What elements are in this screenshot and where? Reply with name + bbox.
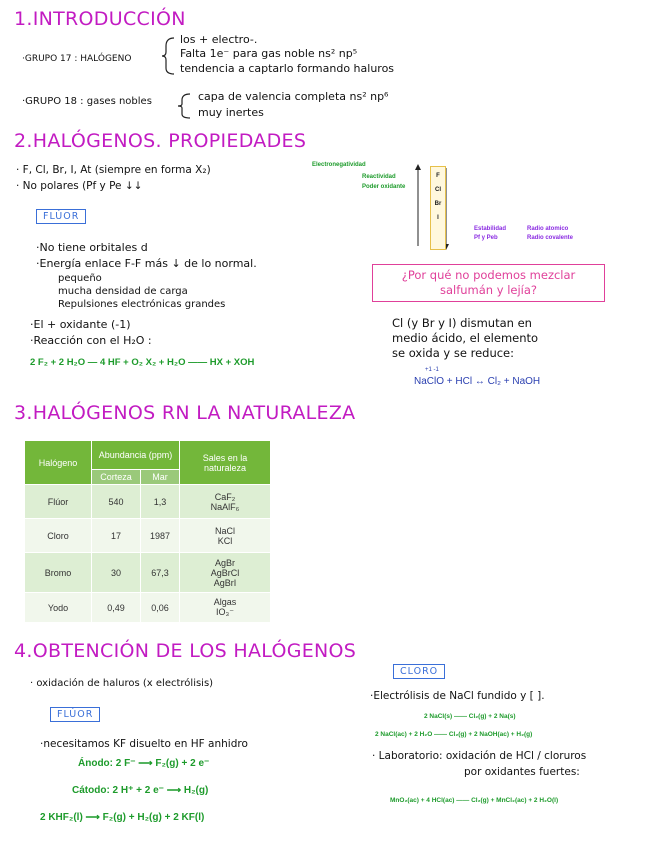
- halogen-trend-diagram: [312, 162, 642, 252]
- group17-label: ·GRUPO 17 : HALÓGENO: [22, 54, 132, 64]
- chlorine-eq-1: 2 NaCl(s) —— Cl₂(g) + 2 Na(s): [424, 713, 516, 720]
- table-row: [25, 553, 271, 593]
- trend-label-oxidizing: Poder oxidante: [362, 184, 406, 190]
- th-abundance: Abundancia (ppm): [92, 441, 180, 470]
- element-column: [430, 166, 446, 250]
- trend-label-electronegativity: Electronegatividad: [312, 162, 366, 168]
- laboratory-line-2: por oxidantes fuertes:: [464, 766, 580, 778]
- chlorine-eq-2: 2 NaCl(ac) + 2 H₂O —— Cl₂(g) + 2 NaOH(ac) + H₂(g): [375, 731, 533, 738]
- trend-label-atomic-radius: Radio atomico: [527, 226, 569, 232]
- group18-label: ·GRUPO 18 : gases nobles: [22, 96, 152, 107]
- group18-item-2: muy inertes: [198, 106, 264, 119]
- cell-name: Cloro: [25, 519, 92, 553]
- trend-label-covalent-radius: Radio covalente: [527, 235, 574, 241]
- table-row: [25, 593, 271, 623]
- group17-item-2: Falta 1e⁻ para gas noble ns² np⁵: [180, 47, 358, 60]
- cloro-tag: CLORO: [393, 664, 445, 679]
- cell-mar: 67,3: [141, 553, 180, 593]
- fluor-tag: FLÚOR: [36, 209, 86, 224]
- section-4-title: 4.OBTENCIÓN DE LOS HALÓGENOS: [14, 640, 357, 662]
- salt: AgBrI: [213, 577, 237, 588]
- th-salts: Sales en la naturaleza: [180, 441, 271, 485]
- fluor-sub-1: pequeño: [58, 273, 102, 284]
- cathode-equation: Cátodo: 2 H⁺ + 2 e⁻ ⟶ H₂(g): [72, 785, 209, 796]
- props-line-2: · No polares (Pf y Pe ↓↓: [16, 180, 143, 192]
- cell-corteza: 540: [92, 485, 141, 519]
- cell-salts: [180, 519, 271, 553]
- salt: KCl: [217, 535, 233, 546]
- cell-corteza: 17: [92, 519, 141, 553]
- brace-group17: [160, 34, 180, 78]
- brace-group18: [176, 90, 196, 122]
- oxidation-states: +1 -1: [425, 367, 439, 373]
- fluor-tag-2: FLÚOR: [50, 707, 100, 722]
- fluor-point-1: ·No tiene orbitales d: [36, 241, 148, 254]
- table-row: [25, 485, 271, 519]
- element-i: I: [437, 215, 439, 221]
- salt: Algas: [213, 597, 237, 607]
- section-2-title: 2.HALÓGENOS. PROPIEDADES: [14, 130, 307, 152]
- chlorine-eq-3: MnO₂(ac) + 4 HCl(ac) —— Cl₂(g) + MnCl₂(ac) + 2 H₂O(l): [390, 797, 559, 804]
- group17-item-1: los + electro-.: [180, 33, 258, 46]
- hypochlorite-equation: NaClO + HCl ↔ Cl₂ + NaOH: [414, 376, 541, 387]
- fluor-need: ·necesitamos KF disuelto en HF anhidro: [40, 738, 248, 750]
- group17-item-3: tendencia a captarlo formando haluros: [180, 62, 395, 75]
- fluor-point-3: ·El + oxidante (-1): [30, 318, 131, 331]
- trend-label-stability: Estabilidad: [474, 226, 507, 232]
- anode-equation: Ánodo: 2 F⁻ ⟶ F₂(g) + 2 e⁻: [78, 758, 210, 769]
- salt: AgBrCl: [210, 567, 240, 578]
- water-reaction-equation: 2 F₂ + 2 H₂O — 4 HF + O₂ X₂ + H₂O —— HX + XOH: [30, 357, 255, 368]
- dismutation-line-1: Cl (y Br y I) dismutan en: [392, 316, 532, 330]
- salt: NaCl: [214, 525, 235, 536]
- salt: IO₃⁻: [216, 607, 234, 617]
- element-cl: Cl: [435, 187, 441, 193]
- fluor-point-4: ·Reacción con el H₂O :: [30, 334, 152, 347]
- chlorine-electrolysis: ·Electrólisis de NaCl fundido y [ ].: [370, 690, 545, 702]
- cell-salts: [180, 485, 271, 519]
- th-corteza: Corteza: [92, 470, 141, 485]
- fluor-sub-3: Repulsiones electrónicas grandes: [58, 299, 226, 310]
- dismutation-line-3: se oxida y se reduce:: [392, 346, 515, 360]
- cell-mar: 1,3: [141, 485, 180, 519]
- salt: NaAlF₆: [210, 501, 240, 512]
- props-line-1: · F, Cl, Br, I, At (siempre en forma X₂): [16, 164, 211, 176]
- question-box: ¿Por qué no podemos mezclar salfumán y lejía?: [372, 264, 605, 302]
- halogen-abundance-table: [24, 440, 271, 623]
- th-mar: Mar: [141, 470, 180, 485]
- laboratory-line-1: · Laboratorio: oxidación de HCl / cloruros: [372, 750, 587, 762]
- group18-item-1: capa de valencia completa ns² np⁶: [198, 90, 389, 103]
- table-row: [25, 519, 271, 553]
- cell-mar: 0,06: [141, 593, 180, 623]
- section-1-title: 1.INTRODUCCIÓN: [14, 8, 186, 30]
- dismutation-line-2: medio ácido, el elemento: [392, 331, 539, 345]
- trend-label-reactivity: Reactividad: [362, 174, 396, 180]
- cell-name: Bromo: [25, 553, 92, 593]
- element-br: Br: [434, 201, 442, 207]
- fluor-sub-2: mucha densidad de carga: [58, 286, 188, 297]
- cell-name: Yodo: [25, 593, 92, 623]
- trend-label-pf-peb: Pf y Peb: [474, 235, 498, 241]
- cell-name: Flúor: [25, 485, 92, 519]
- th-halogen: Halógeno: [25, 441, 92, 485]
- cell-salts: [180, 553, 271, 593]
- element-f: F: [436, 173, 440, 179]
- fluor-point-2: ·Energía enlace F-F más ↓ de lo normal.: [36, 257, 257, 270]
- cell-mar: 1987: [141, 519, 180, 553]
- salt: CaF₂: [214, 491, 236, 502]
- salt: AgBr: [214, 557, 235, 568]
- global-equation: 2 KHF₂(l) ⟶ F₂(g) + H₂(g) + 2 KF(l): [40, 812, 205, 823]
- section-3-title: 3.HALÓGENOS RN LA NATURALEZA: [14, 402, 356, 424]
- obtention-line-1: · oxidación de haluros (x electrólisis): [30, 678, 214, 689]
- cell-corteza: 0,49: [92, 593, 141, 623]
- cell-corteza: 30: [92, 553, 141, 593]
- cell-salts: [180, 593, 271, 623]
